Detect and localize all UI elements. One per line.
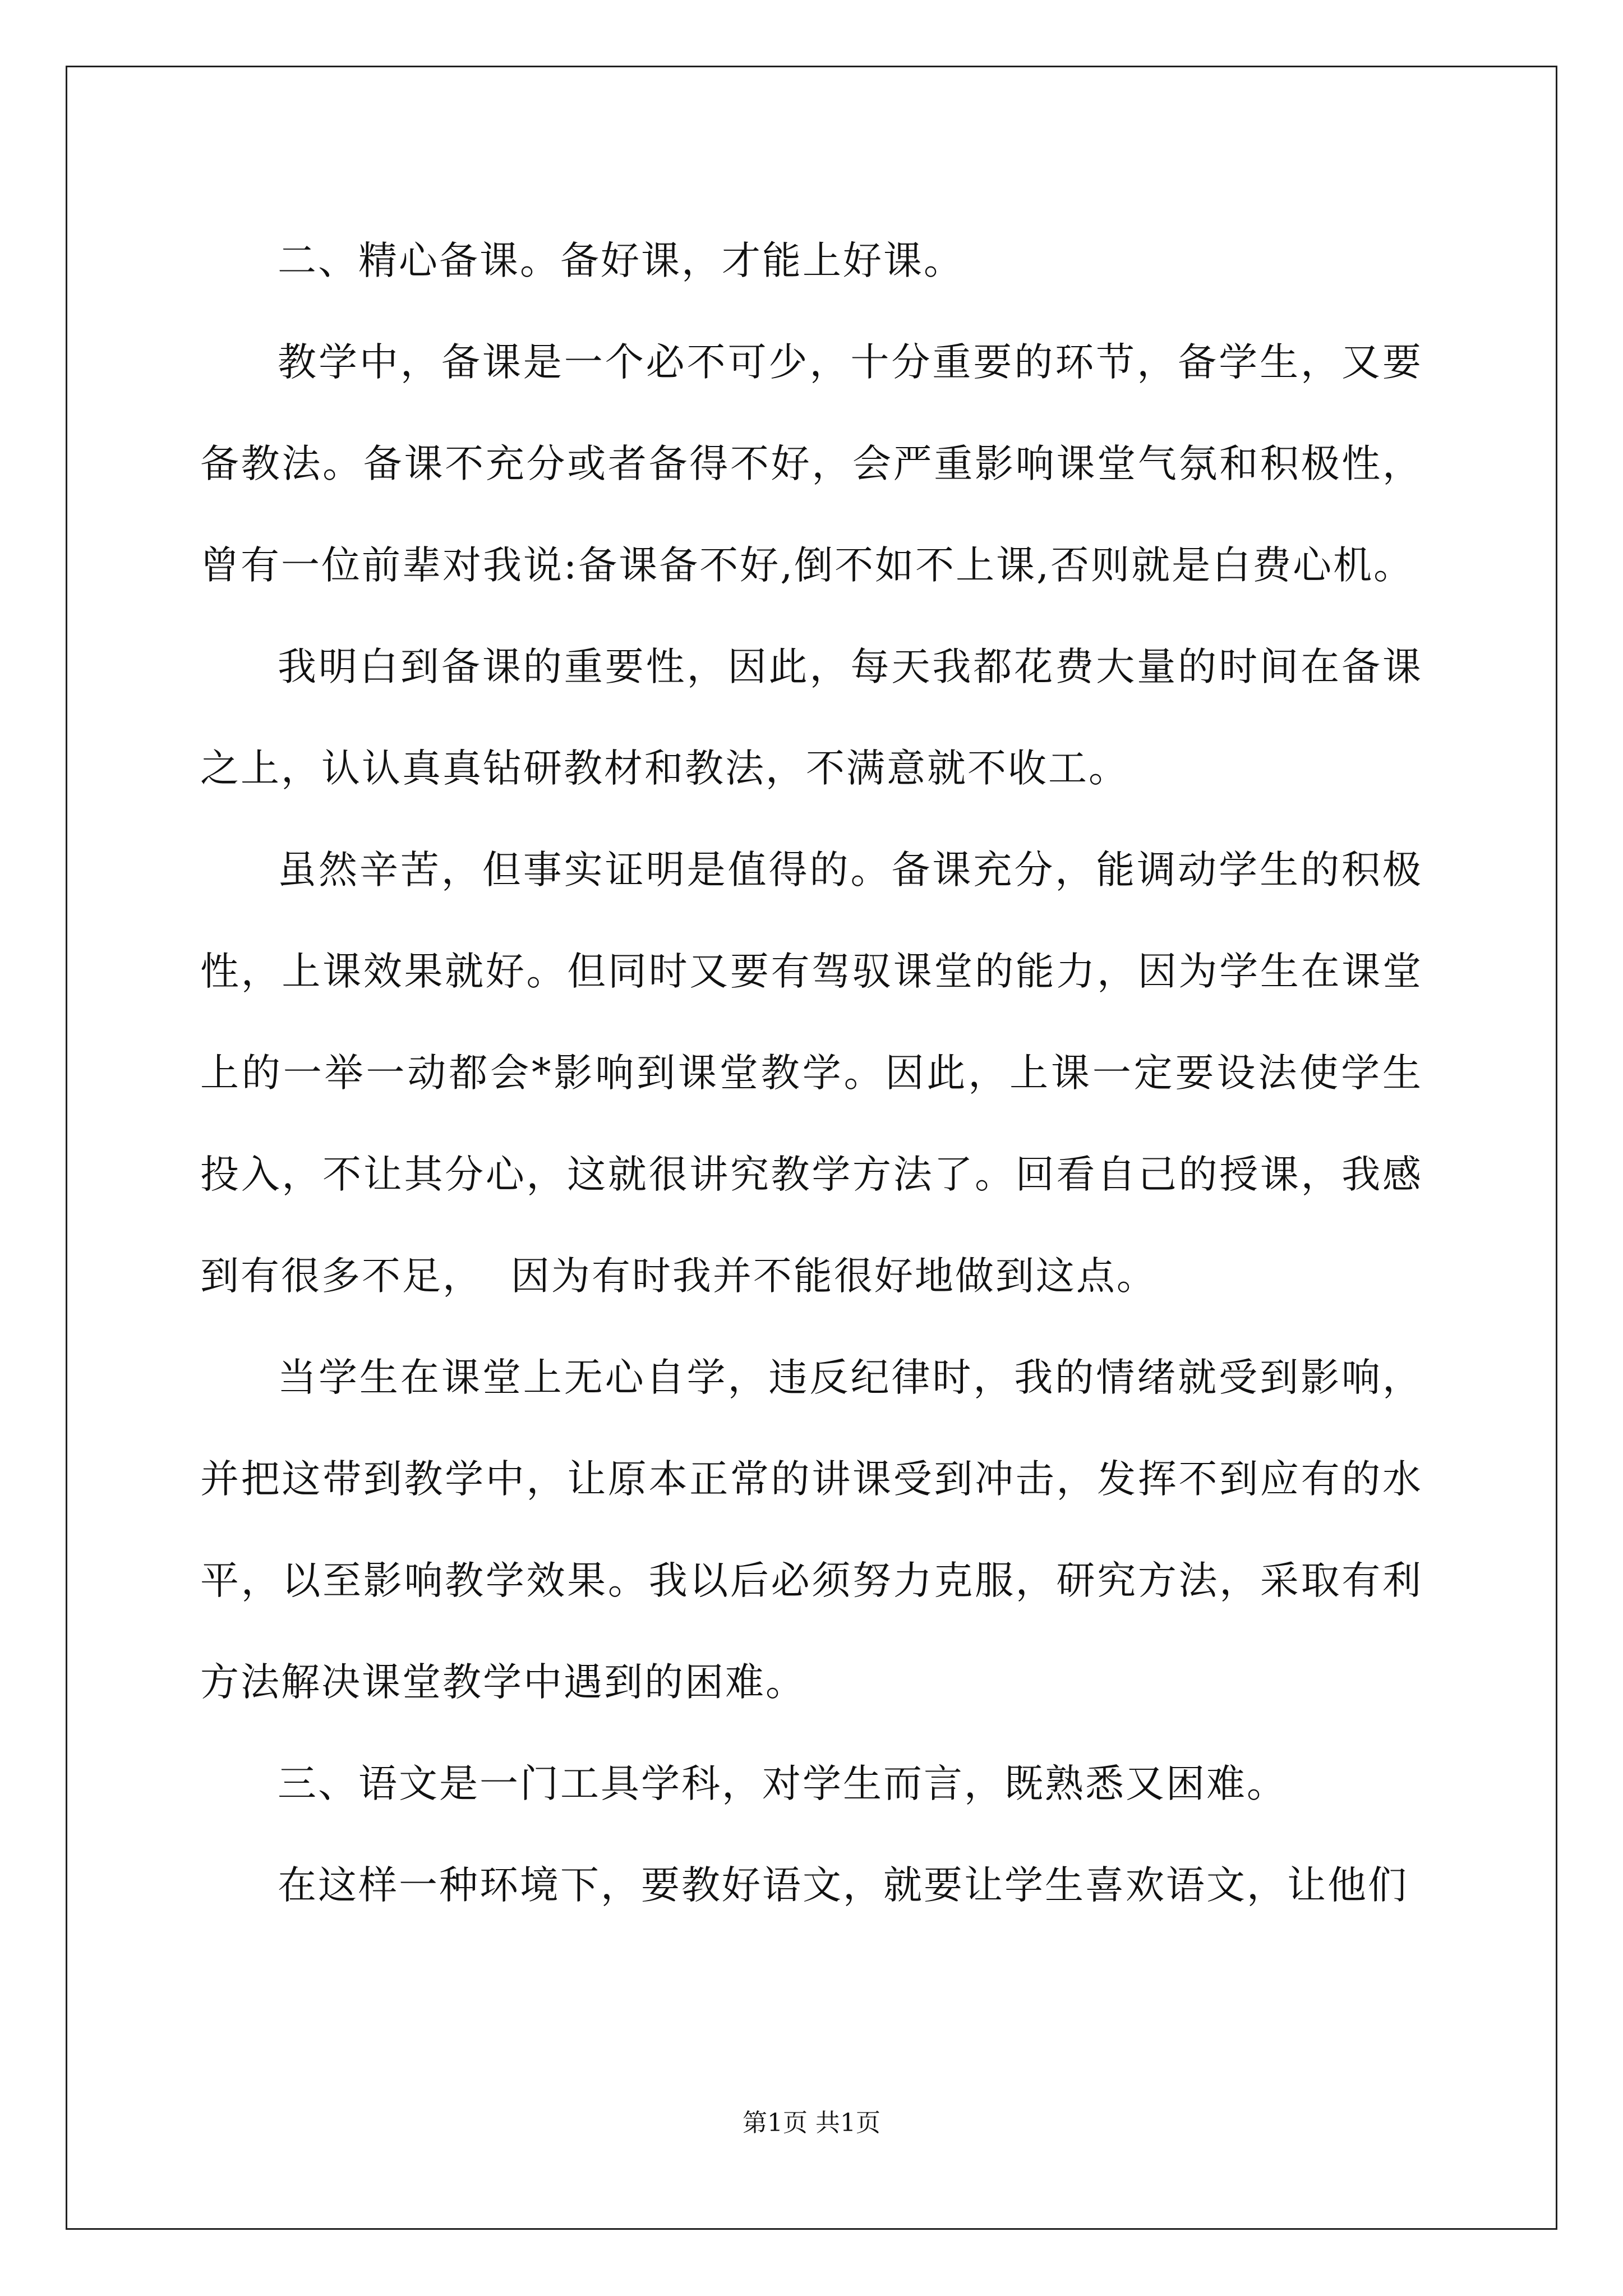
paragraph: 我明白到备课的重要性，因此，每天我都花费大量的时间在备课之上，认认真真钻研教材和教法，不满意就不收工。 <box>200 645 1423 791</box>
paragraph: 三、语文是一门工具学科，对学生而言，既熟悉又困难。 <box>278 1761 1287 1806</box>
page-footer: 第1页 共1页 <box>743 2109 880 2137</box>
document-body <box>200 210 1423 1936</box>
paragraph: 在这样一种环境下，要教好语文，就要让学生喜欢语文，让他们 <box>278 1863 1408 1908</box>
paragraph: 教学中，备课是一个必不可少，十分重要的环节，备学生，又要备教法。备课不充分或者备得不好，会严重影响课堂气氛和积极性，曾有一位前辈对我说:备课备不好,倒不如不上课,否则就是白费心机。 <box>200 340 1423 588</box>
paragraph: 虽然辛苦，但事实证明是值得的。备课充分，能调动学生的积极性，上课效果就好。但同时又要有驾驭课堂的能力，因为学生在课堂上的一举一动都会*影响到课堂教学。因此，上课一定要设法使学生投入，不让其分心，这就很讲究教学方法了。回看自己的授课，我感到有很多不足， 因为有时我并不能很好地做到这点。 <box>200 848 1423 1299</box>
paragraph: 二、精心备课。备好课，才能上好课。 <box>278 238 964 283</box>
paragraph: 当学生在课堂上无心自学，违反纪律时，我的情绪就受到影响，并把这带到教学中，让原本正常的讲课受到冲击，发挥不到应有的水平，以至影响教学效果。我以后必须努力克服，研究方法，采取有利方法解决课堂教学中遇到的困难。 <box>200 1355 1423 1705</box>
